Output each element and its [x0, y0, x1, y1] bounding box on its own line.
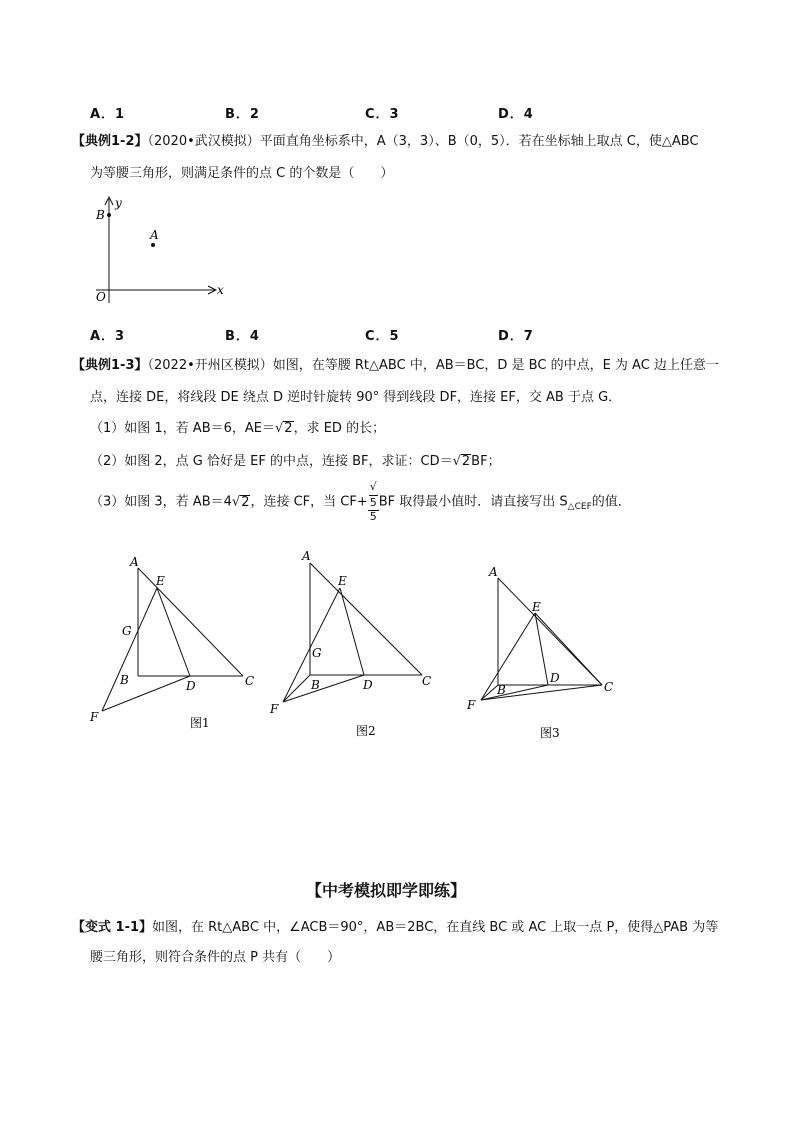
figure-2 [283, 563, 422, 702]
option-d: D．4 [498, 107, 534, 122]
q1-text-end: ，求 ED 的长； [293, 421, 386, 436]
caption-figure-2: 图2 [356, 724, 376, 738]
option-b: B．4 [225, 329, 260, 344]
svg-text:B: B [120, 673, 129, 687]
label-o: O [96, 290, 106, 304]
q3-text-mid: ，连接 CF，当 CF+ [250, 494, 368, 510]
caption-figure-3: 图3 [540, 726, 560, 740]
svg-text:A: A [130, 555, 139, 569]
q2-text-end: BF； [471, 454, 501, 469]
q3-frac-num: 5 [369, 496, 377, 509]
svg-text:D: D [186, 679, 196, 693]
svg-text:F: F [270, 702, 279, 716]
example-1-3-line1 [72, 357, 719, 375]
label-b: B [96, 208, 105, 222]
option-a: A．3 [90, 329, 126, 344]
svg-text:F: F [90, 710, 99, 724]
example-1-3-line2: 点，连接 DE，将线段 DE 绕点 D 逆时针旋转 90° 得到线段 DF，连接 EF，交 AB 于点 G． [90, 390, 622, 405]
figure-1-labels [89, 555, 254, 730]
q2-radicand: 2 [461, 454, 471, 469]
figure-1 [102, 568, 243, 711]
point-a [151, 243, 155, 247]
svg-text:C: C [422, 674, 432, 688]
label-y: y [115, 196, 122, 210]
q3-text-post: BF 取得最小值时．请直接写出 S [378, 494, 568, 510]
option-d: D．7 [498, 329, 534, 344]
q1-text: （1）如图 1，若 AB＝6，AE＝ [90, 421, 275, 436]
q1-radicand: 2 [284, 421, 293, 436]
svg-text:D: D [550, 671, 560, 685]
q3-fraction: √ 5 5 [369, 480, 377, 523]
svg-text:A: A [489, 565, 498, 579]
example-source: （2022•开州区模拟） [147, 358, 273, 373]
svg-text:E: E [156, 574, 165, 588]
option-a: A．1 [90, 107, 126, 122]
variant-text: 如图，在 Rt△ABC 中，∠ACB＝90°，AB＝2BC，在直线 BC 或 AC 上取一点 P，使得△PAB 为等 [152, 920, 719, 935]
svg-text:F: F [467, 698, 476, 712]
question-3: （3）如图 3，若 AB＝4√2，连接 CF，当 CF+ √ 5 5 BF 取得最小值时．请直接写出 $S_{\triangle CEF}$的值． [90, 480, 631, 523]
figure-3 [481, 578, 602, 700]
svg-text:G: G [312, 646, 322, 660]
option-c: C．5 [365, 329, 400, 344]
example-source: （2020•武汉模拟） [147, 134, 260, 149]
example-1-2-line1 [72, 133, 699, 151]
example-tag: 【典例1-3】 [72, 358, 148, 373]
svg-text:D: D [363, 678, 373, 692]
svg-text:B: B [311, 678, 320, 692]
variant-1-1-line1 [72, 919, 718, 937]
option-c: C．3 [365, 107, 400, 122]
variant-1-1-line2: 腰三角形，则符合条件的点 P 共有（ ） [90, 950, 341, 965]
svg-text:E: E [338, 574, 347, 588]
svg-text:G: G [122, 624, 132, 638]
variant-tag: 【变式 1-1】 [72, 920, 153, 935]
caption-figure-1: 图1 [190, 716, 210, 730]
question-2: （2）如图 2，点 G 恰好是 EF 的中点，连接 BF，求证：CD＝√2BF； [90, 454, 501, 469]
q3-text: （3）如图 3，若 AB＝4 [90, 494, 232, 510]
q2-text: （2）如图 2，点 G 恰好是 EF 的中点，连接 BF，求证：CD＝ [90, 454, 453, 469]
section-title: 【中考模拟即学即练】 [306, 881, 467, 900]
point-b [107, 213, 111, 217]
svg-text:C: C [604, 680, 614, 694]
example-text: 平面直角坐标系中，A（3，3）、B（0，5）．若在坐标轴上取点 C，使△ABC [259, 134, 699, 149]
q3-text-end: 的值． [591, 494, 631, 510]
label-x: x [217, 283, 224, 297]
example-text: 如图，在等腰 Rt△ABC 中，AB＝BC，D 是 BC 的中点，E 为 AC 边上任意一 [272, 358, 719, 373]
label-a: A [150, 228, 159, 242]
q3-subscript: △CEF [567, 502, 592, 513]
svg-text:C: C [245, 674, 255, 688]
question-1: （1）如图 1，若 AB＝6，AE＝√2，求 ED 的长； [90, 421, 386, 436]
example-tag: 【典例1-2】 [72, 134, 148, 149]
svg-text:B: B [497, 683, 506, 697]
figure-3-labels [466, 565, 613, 740]
q3-radicand: 2 [241, 494, 250, 510]
geometry-figures [80, 545, 700, 745]
svg-text:E: E [532, 600, 541, 614]
option-b: B．2 [225, 107, 260, 122]
figure-2-labels [269, 549, 431, 738]
coordinate-figure [88, 193, 233, 305]
q3-frac-den: 5 [369, 510, 377, 523]
svg-text:A: A [302, 549, 311, 563]
example-1-2-line2: 为等腰三角形，则满足条件的点 C 的个数是（ ） [90, 166, 394, 181]
